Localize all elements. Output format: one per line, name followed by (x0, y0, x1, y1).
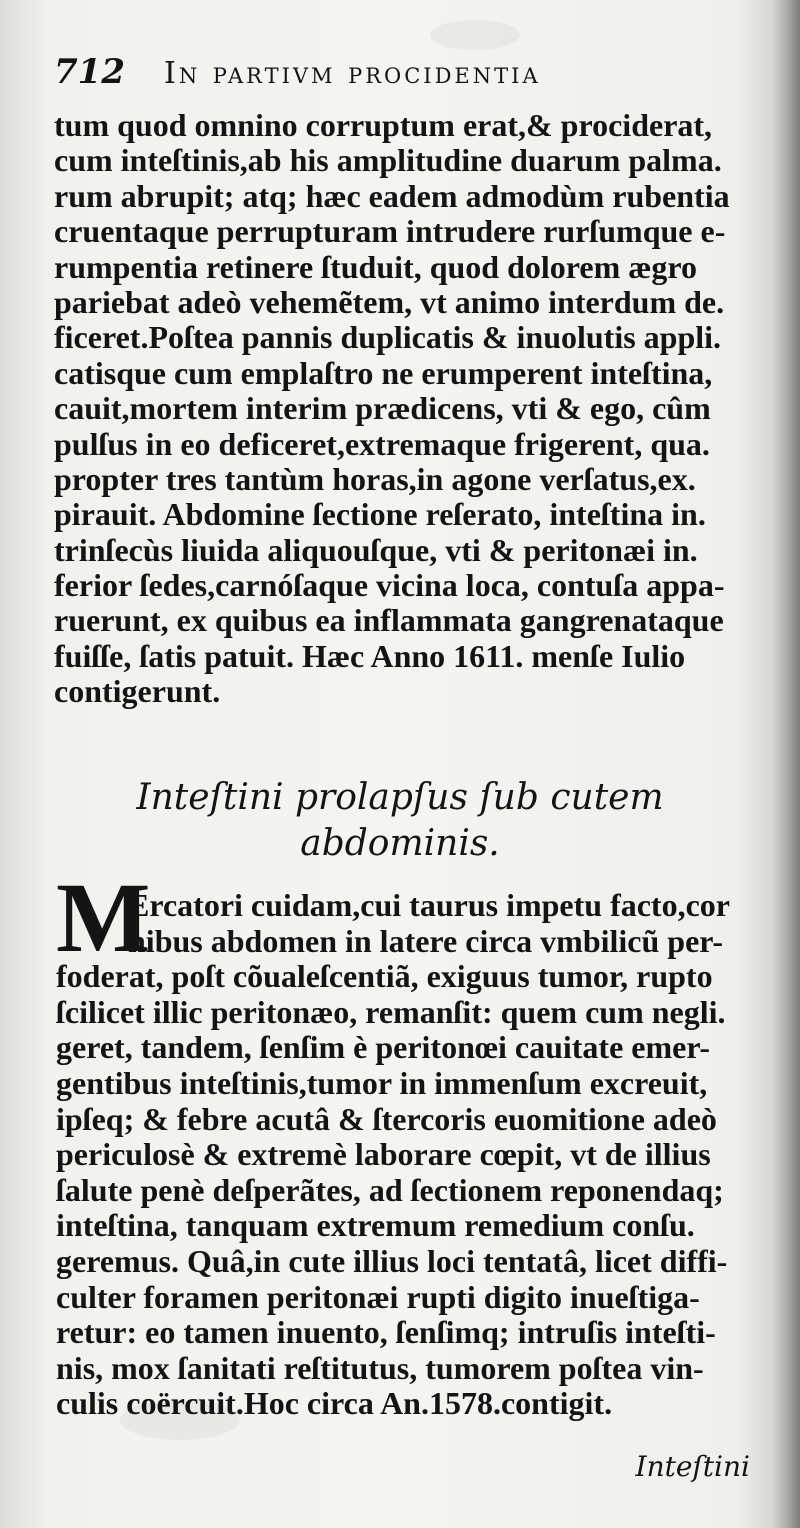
paragraph-case (56, 888, 746, 1422)
text-line: inteſtina, tanquam extremum remedium conſu. (56, 1208, 695, 1244)
section-heading-line: Inteſtini prolapſus ſub cutem (136, 777, 664, 818)
text-line: rum abrupit; atq; hæc eadem admodùm rubentia (54, 178, 730, 214)
running-title: In partivm procidentia (164, 56, 541, 91)
text-line: ruerunt, ex quibus ea inflammata gangrenataque (54, 603, 724, 639)
text-line: propter tres tantùm horas,in agone verſatus,ex. (54, 461, 696, 497)
text-line: catisque cum emplaſtro ne erumperent inteſtina, (54, 355, 713, 391)
text-line: contigerunt. (54, 674, 221, 710)
paragraph-continued (54, 108, 744, 710)
text-line: trinſecùs liuida aliquouſque, vti & peritonæi in. (54, 532, 698, 568)
text-line: gentibus inteſtinis,tumor in immenſum excreuit, (56, 1065, 708, 1101)
text-line: ſcilicet illic peritonæo, remanſit: quem cum negli. (56, 994, 726, 1030)
text-line: foderat, poſt cõualeſcentiã, exiguus tumor, rupto (56, 959, 713, 995)
text-line: ficeret.Poſtea pannis duplicatis & inuolutis appli. (54, 320, 722, 356)
text-line: rumpentia retinere ſtuduit, quod dolorem ægro (54, 249, 697, 285)
text-line: culter foramen peritonæi rupti digito inueſtiga- (56, 1279, 700, 1315)
catchword: Inteſtini (635, 1450, 750, 1483)
text-line: nibus abdomen in latere circa vmbilicũ per- (128, 923, 723, 959)
text-line: periculosè & extremè laborare cœpit, vt de illius (56, 1137, 711, 1173)
text-line: pariebat adeò vehemẽtem, vt animo interdum de. (54, 284, 725, 320)
text-line: geremus. Quâ,in cute illius loci tentatâ, licet diffi- (56, 1243, 728, 1279)
text-line: pirauit. Abdomine ſectione reſerato, inteſtina in. (54, 497, 706, 533)
text-line: pulſus in eo deficeret,extremaque frigerent, qua. (54, 426, 710, 462)
text-line: ferior ſedes,carnóſaque vicina loca, contuſa appa- (54, 568, 725, 604)
text-line: tum quod omnino corruptum erat,& prociderat, (54, 108, 713, 143)
section-heading-line: abdominis. (300, 823, 500, 864)
text-line: Ercatori cuidam,cui taurus impetu facto,cor (128, 888, 730, 923)
page-number: 712 (54, 52, 125, 92)
text-line: cruentaque perrupturam intrudere rurſumque e- (54, 214, 726, 250)
drop-cap: M (56, 862, 151, 973)
text-line: retur: eo tamen inuento, ſenſimq; intruſis inteſti- (56, 1315, 716, 1351)
text-line: fuiſſe, ſatis patuit. Hæc Anno 1611. menſe Iulio (54, 638, 686, 674)
text-line: culis coërcuit.Hoc circa An.1578.contigit. (56, 1386, 613, 1422)
text-line: ſalute penè deſperãtes, ad ſectionem reponendaq; (56, 1172, 724, 1208)
text-line: geret, tandem, ſenſim è peritonœi cauitate emer- (56, 1030, 711, 1066)
page-gutter-shadow (772, 0, 800, 1528)
text-line: cauit,mortem interim prædicens, vti & ego, cûm (54, 391, 711, 427)
text-line: nis, mox ſanitati reſtitutus, tumorem poſtea vin- (56, 1350, 704, 1386)
paper-stain (430, 20, 520, 50)
section-heading (90, 775, 710, 867)
text-line: cum inteſtinis,ab his amplitudine duarum palma. (54, 143, 722, 179)
text-line: ipſeq; & febre acutâ & ſtercoris euomitione adeò (56, 1101, 717, 1137)
running-header (54, 52, 674, 96)
